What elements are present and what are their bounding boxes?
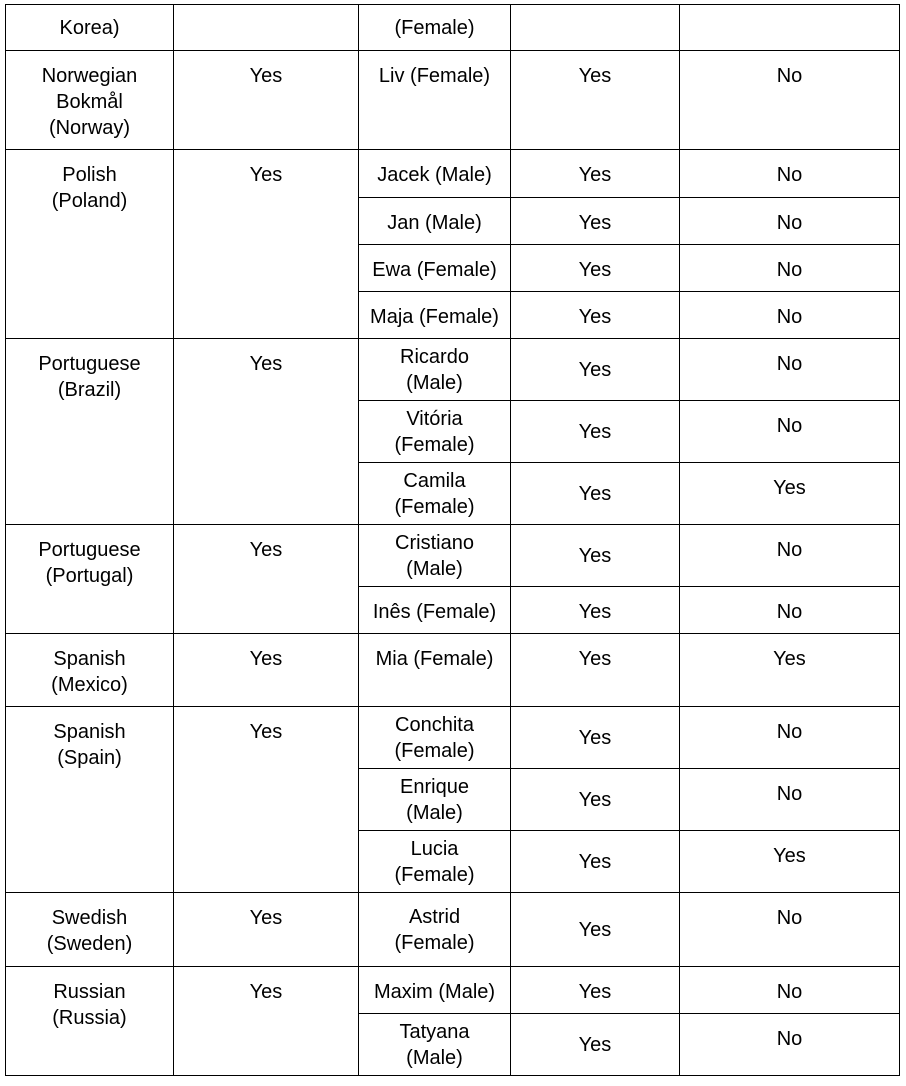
voice-col5-cell: No bbox=[680, 51, 900, 150]
language-cell bbox=[6, 51, 174, 150]
voice-col5-cell: No bbox=[680, 198, 900, 245]
voice-col5-cell: No bbox=[680, 967, 900, 1014]
voice-col5-cell: No bbox=[680, 401, 900, 463]
language-line: (Mexico) bbox=[51, 674, 128, 696]
voice-name-cell bbox=[359, 769, 511, 831]
voice-col4-cell: Yes bbox=[511, 893, 680, 967]
voice-col5-cell: Yes bbox=[680, 634, 900, 707]
voice-name-line: Jan (Male) bbox=[387, 212, 482, 234]
language-support-cell: Yes bbox=[174, 967, 359, 1076]
voice-name-line: Astrid bbox=[408, 905, 461, 928]
language-line: Portuguese bbox=[38, 539, 141, 561]
table-row bbox=[6, 51, 900, 150]
language-line: Spanish bbox=[53, 721, 126, 743]
voice-col4-cell: Yes bbox=[511, 401, 680, 463]
voice-name-cell bbox=[359, 587, 511, 634]
language-line: Polish bbox=[62, 164, 117, 186]
voice-name-line: Ricardo bbox=[400, 345, 469, 368]
voice-name-line: Tatyana bbox=[399, 1020, 470, 1043]
voice-col5-cell: No bbox=[680, 707, 900, 769]
voices-table bbox=[5, 4, 900, 1076]
voice-name-line: Vitória bbox=[406, 407, 463, 430]
language-cell bbox=[6, 707, 174, 893]
voice-col5-cell: No bbox=[680, 1014, 900, 1076]
voice-name-line: Camila bbox=[403, 469, 466, 492]
voice-name-line: Lucia bbox=[410, 837, 459, 860]
language-support-cell: Yes bbox=[174, 525, 359, 634]
voice-name-cell bbox=[359, 245, 511, 292]
voice-name-cell bbox=[359, 463, 511, 525]
voice-name-line: Maja (Female) bbox=[370, 306, 499, 328]
voice-name-cell bbox=[359, 5, 511, 51]
language-line: Portuguese bbox=[38, 353, 141, 375]
language-line: (Sweden) bbox=[46, 933, 133, 955]
language-support-cell: Yes bbox=[174, 893, 359, 967]
voice-col4-cell: Yes bbox=[511, 967, 680, 1014]
voice-col4-cell: Yes bbox=[511, 292, 680, 339]
voice-col4-cell: Yes bbox=[511, 1014, 680, 1076]
voice-col4-cell: Yes bbox=[511, 150, 680, 198]
language-line: (Portugal) bbox=[45, 565, 134, 587]
language-cell bbox=[6, 5, 174, 51]
voice-name-cell bbox=[359, 51, 511, 150]
table-row bbox=[6, 150, 900, 198]
voice-name-line: (Male) bbox=[406, 1046, 463, 1069]
voice-name-line: (Female) bbox=[394, 931, 475, 954]
language-support-cell: Yes bbox=[174, 339, 359, 525]
voice-name-cell bbox=[359, 339, 511, 401]
voice-name-line: Conchita bbox=[395, 713, 474, 736]
voice-col5-cell: No bbox=[680, 292, 900, 339]
voice-col5-cell: Yes bbox=[680, 831, 900, 893]
language-support-cell: Yes bbox=[174, 707, 359, 893]
voice-name-line: Enrique bbox=[400, 775, 469, 798]
voice-col5-cell: Yes bbox=[680, 463, 900, 525]
table-row bbox=[6, 525, 900, 587]
language-line: Bokmål bbox=[56, 91, 123, 113]
language-line: Russian bbox=[53, 981, 126, 1003]
voice-name-line: Mia (Female) bbox=[375, 648, 494, 670]
voice-name-line: Inês (Female) bbox=[372, 601, 497, 623]
table-row bbox=[6, 707, 900, 769]
voice-name-cell bbox=[359, 401, 511, 463]
table-row bbox=[6, 893, 900, 967]
voices-table-body bbox=[6, 5, 900, 1076]
voice-col5-cell: No bbox=[680, 525, 900, 587]
voice-name-cell bbox=[359, 967, 511, 1014]
voice-col5-cell: No bbox=[680, 150, 900, 198]
language-support-cell: Yes bbox=[174, 150, 359, 339]
table-row bbox=[6, 634, 900, 707]
voice-name-line: (Female) bbox=[394, 863, 475, 886]
voice-name-line: (Female) bbox=[394, 495, 475, 518]
voice-col5-cell: No bbox=[680, 893, 900, 967]
voice-name-line: (Male) bbox=[406, 371, 463, 394]
language-cell bbox=[6, 150, 174, 339]
voice-col5-cell: No bbox=[680, 769, 900, 831]
voice-name-line: (Male) bbox=[406, 801, 463, 824]
language-line: Korea) bbox=[59, 16, 120, 39]
voice-name-cell bbox=[359, 893, 511, 967]
language-line: (Norway) bbox=[48, 117, 131, 139]
voice-col5-cell: No bbox=[680, 587, 900, 634]
voice-col4-cell: Yes bbox=[511, 587, 680, 634]
language-cell bbox=[6, 525, 174, 634]
voice-col4-cell: Yes bbox=[511, 707, 680, 769]
voice-name-cell bbox=[359, 634, 511, 707]
voice-name-line: (Female) bbox=[394, 16, 475, 39]
language-line: (Russia) bbox=[52, 1007, 127, 1029]
voice-col4-cell: Yes bbox=[511, 51, 680, 150]
language-support-cell: Yes bbox=[174, 634, 359, 707]
voice-col4-cell: Yes bbox=[511, 769, 680, 831]
voice-name-cell bbox=[359, 292, 511, 339]
language-line: Spanish bbox=[53, 648, 126, 670]
voice-col5-cell bbox=[680, 5, 900, 51]
voice-name-cell bbox=[359, 1014, 511, 1076]
voice-name-cell bbox=[359, 198, 511, 245]
table-row bbox=[6, 5, 900, 51]
voice-name-cell bbox=[359, 831, 511, 893]
voice-name-line: Jacek (Male) bbox=[377, 164, 492, 186]
voice-col5-cell: No bbox=[680, 339, 900, 401]
voice-name-line: (Female) bbox=[394, 433, 475, 456]
voice-col4-cell: Yes bbox=[511, 525, 680, 587]
voice-name-cell bbox=[359, 525, 511, 587]
voice-name-line: Liv (Female) bbox=[378, 65, 491, 87]
table-row bbox=[6, 339, 900, 401]
voice-col4-cell bbox=[511, 5, 680, 51]
voice-name-line: (Male) bbox=[406, 557, 463, 580]
language-line: Swedish bbox=[51, 907, 128, 929]
voice-col5-cell: No bbox=[680, 245, 900, 292]
voice-name-cell bbox=[359, 150, 511, 198]
language-support-cell bbox=[174, 5, 359, 51]
language-cell bbox=[6, 893, 174, 967]
voice-col4-cell: Yes bbox=[511, 198, 680, 245]
voice-col4-cell: Yes bbox=[511, 634, 680, 707]
language-cell bbox=[6, 967, 174, 1076]
language-support-cell: Yes bbox=[174, 51, 359, 150]
voice-name-cell bbox=[359, 707, 511, 769]
table-row bbox=[6, 967, 900, 1014]
language-line: (Poland) bbox=[51, 190, 128, 212]
voice-name-line: (Female) bbox=[394, 739, 475, 762]
language-line: (Spain) bbox=[57, 747, 122, 769]
language-cell bbox=[6, 339, 174, 525]
voice-name-line: Maxim (Male) bbox=[373, 981, 496, 1003]
voice-name-line: Cristiano bbox=[395, 531, 474, 554]
language-line: Norwegian bbox=[41, 65, 138, 87]
language-cell bbox=[6, 634, 174, 707]
voice-name-line: Ewa (Female) bbox=[372, 259, 497, 281]
voice-col4-cell: Yes bbox=[511, 245, 680, 292]
voice-col4-cell: Yes bbox=[511, 339, 680, 401]
language-line: (Brazil) bbox=[57, 379, 122, 401]
voice-col4-cell: Yes bbox=[511, 831, 680, 893]
voice-col4-cell: Yes bbox=[511, 463, 680, 525]
